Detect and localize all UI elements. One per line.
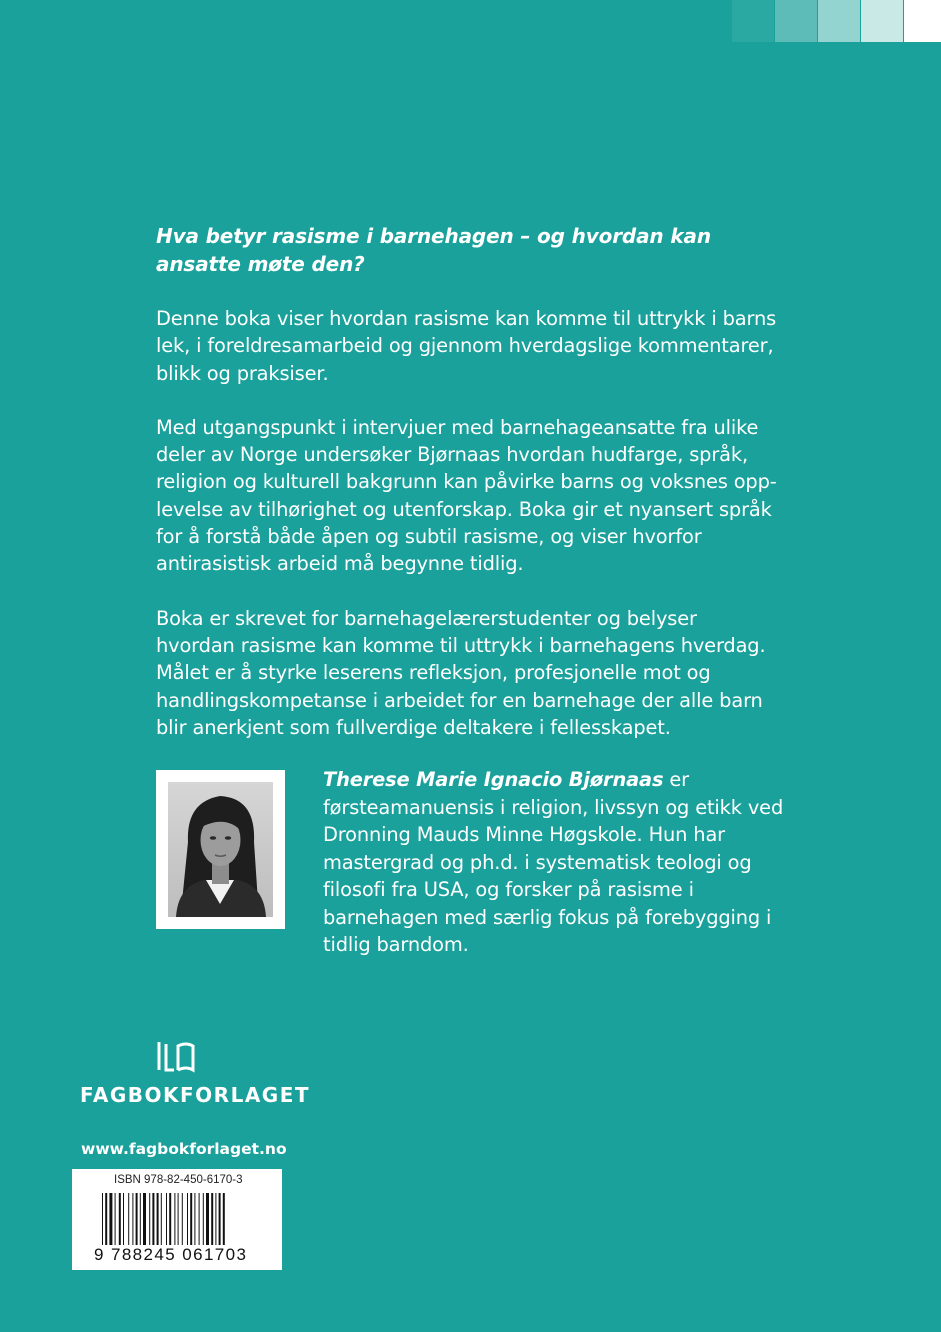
barcode-bars [102, 1193, 262, 1249]
barcode-bar [169, 1193, 171, 1245]
swatch-2 [775, 0, 817, 42]
barcode-bar [219, 1193, 221, 1245]
blurb-paragraph-3: Boka er skrevet for barnehagelærerstudenter og belyser hvordan rasisme kan komme til uttrykk i barnehagens hverdag. Målet er å styrke leserens refleksjon, profesjonelle mot og handlingskompetanse i arbeidet for en barnehage der alle barn blir anerkjent som fullverdige deltakere i fellesskapet. [156, 606, 766, 739]
blurb-paragraph-1: Denne boka viser hvordan rasisme kan komme til uttrykk i barns lek, i foreldresamarbeid og gjennom hverdagslige kommentarer, blikk og praksiser. [156, 307, 777, 385]
barcode-bar [157, 1193, 159, 1245]
lead-question: Hva betyr rasisme i barnehagen – og hvordan kan ansatte møte den? [156, 224, 711, 276]
barcode-bar [105, 1193, 107, 1245]
barcode-bar [128, 1193, 129, 1245]
isbn-label: ISBN 978-82-450-6170-3 [114, 1174, 243, 1186]
publisher-website: www.fagbokforlaget.no [81, 1140, 287, 1158]
color-swatch-strip [732, 0, 941, 42]
barcode-bar [161, 1193, 162, 1245]
author-section [156, 768, 806, 956]
barcode-bar [140, 1193, 141, 1245]
barcode-bar [136, 1193, 138, 1245]
author-bio [323, 766, 803, 959]
barcode-bar [143, 1193, 146, 1245]
barcode-bar [119, 1193, 121, 1245]
barcode-bar [152, 1193, 154, 1245]
author-photo [168, 782, 273, 917]
barcode-bar [194, 1193, 195, 1245]
barcode-bar [203, 1193, 204, 1245]
barcode-bar [115, 1193, 116, 1245]
publisher-name: FAGBOKFORLAGET [80, 1083, 311, 1107]
barcode-bar [166, 1193, 167, 1245]
barcode-bar [215, 1193, 216, 1245]
barcode-bar [206, 1193, 209, 1245]
barcode-bar [199, 1193, 200, 1245]
blurb-paragraph-2: Med utgangspunkt i intervjuer med barnehageansatte fra ulike deler av Norge undersøker Bjørnaas hvordan hudfarge, språk, religion og kulturell bakgrunn kan påvirke barns og voksnes opplevelse av tilhørighet og utenforskap. Boka gir et nyansert språk for å forstå både åpen og subtil rasisme, og viser hvorfor antirasistisk arbeid må begynne tidlig. [156, 415, 777, 576]
swatch-4 [861, 0, 903, 42]
barcode-bar [123, 1193, 124, 1245]
barcode-bar [211, 1193, 213, 1245]
barcode-bar [174, 1193, 175, 1245]
ean-digits: 9 788245 061703 [94, 1245, 248, 1264]
author-bio-text: er førsteamanuensis i religion, livssyn og etikk ved Dronning Mauds Minne Høgskole. Hun har mastergrad og ph.d. i systematisk teologi og filosofi fra USA, og forsker på rasisme i barnehagen med særlig fokus på forebygging i tidlig barndom. [323, 768, 784, 956]
author-photo-frame [156, 770, 285, 929]
author-portrait-graphic [168, 782, 273, 917]
barcode-bar [178, 1193, 179, 1245]
barcode-bar [187, 1193, 188, 1245]
barcode-bar [149, 1193, 150, 1245]
swatch-5 [904, 0, 941, 42]
isbn-barcode [72, 1169, 282, 1270]
barcode-bar [109, 1193, 112, 1245]
barcode-bar [223, 1193, 225, 1245]
barcode-bar [102, 1193, 103, 1245]
barcode-bar [182, 1193, 183, 1245]
swatch-1 [732, 0, 774, 42]
swatch-3 [818, 0, 860, 42]
book-logo-icon [156, 1040, 196, 1074]
blurb [156, 222, 806, 768]
barcode-bar [190, 1193, 192, 1245]
barcode-bar [132, 1193, 133, 1245]
author-name: Therese Marie Ignacio Bjørnaas [323, 768, 664, 791]
